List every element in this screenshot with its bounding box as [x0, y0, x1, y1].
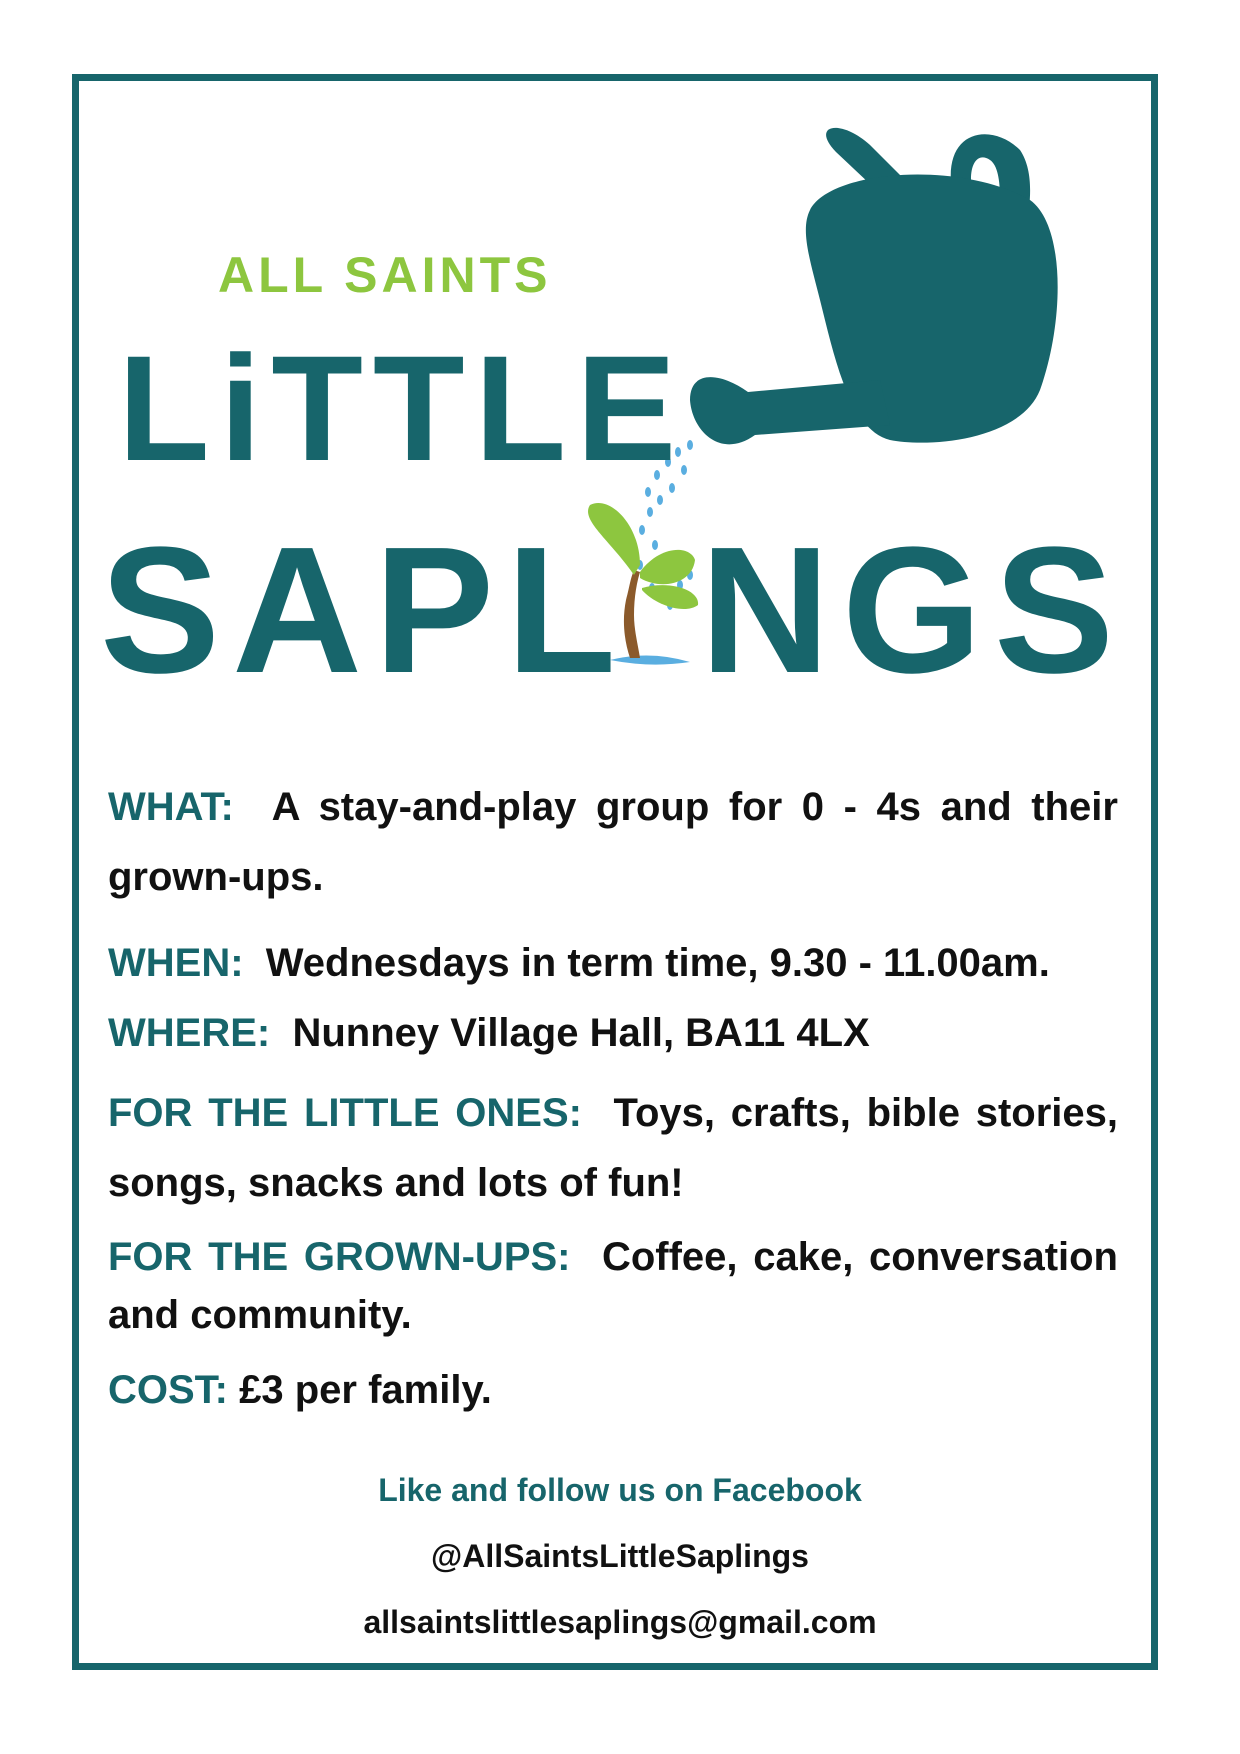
- what-text: A stay-and-play group for 0 - 4s and their grown-ups.: [108, 785, 1118, 899]
- logo-saplings-part1: SAPL: [100, 510, 629, 711]
- grown-ups-text: Coffee, cake, conversation and community.: [108, 1235, 1118, 1337]
- logo-all-saints: ALL SAINTS: [218, 247, 552, 303]
- cost-text: £3 per family.: [239, 1368, 492, 1412]
- when-row: [108, 928, 1118, 998]
- when-label: WHEN:: [108, 941, 244, 985]
- facebook-handle[interactable]: @AllSaintsLittleSaplings: [431, 1538, 809, 1574]
- logo-saplings-part2: NGS: [700, 510, 1127, 711]
- grown-ups-row: [108, 1228, 1118, 1344]
- watering-can-icon: [690, 128, 1058, 444]
- cost-row: [108, 1355, 1118, 1425]
- little-ones-text: Toys, crafts, bible stories, songs, snacks and lots of fun!: [108, 1091, 1118, 1205]
- what-row: [108, 772, 1118, 912]
- logo-little: LiTTLE: [118, 324, 687, 492]
- grown-ups-label: FOR THE GROWN-UPS:: [108, 1235, 571, 1279]
- when-text: Wednesdays in term time, 9.30 - 11.00am.: [265, 941, 1050, 985]
- where-label: WHERE:: [108, 1011, 271, 1055]
- contact-email[interactable]: allsaintslittlesaplings@gmail.com: [363, 1604, 877, 1640]
- logo: [0, 0, 1240, 720]
- where-row: [108, 998, 1118, 1068]
- what-label: WHAT:: [108, 785, 234, 829]
- where-text: Nunney Village Hall, BA11 4LX: [292, 1011, 870, 1055]
- cost-label: COST:: [108, 1368, 228, 1412]
- little-ones-label: FOR THE LITTLE ONES:: [108, 1091, 582, 1135]
- facebook-line: Like and follow us on Facebook: [378, 1472, 862, 1508]
- little-ones-row: [108, 1078, 1118, 1218]
